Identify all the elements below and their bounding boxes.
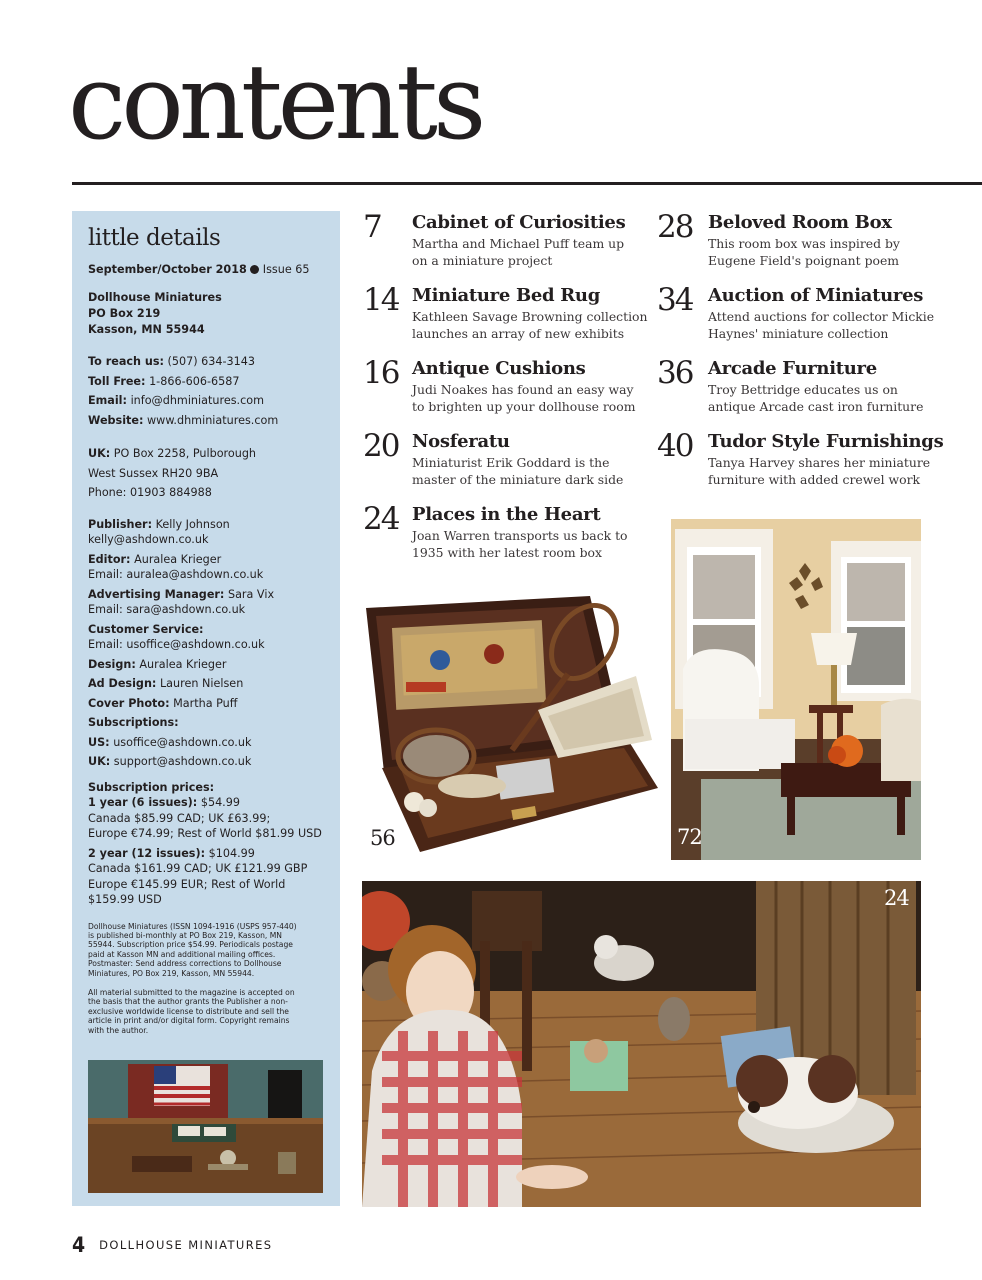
advertising-line: [88, 587, 326, 603]
credit-value: usoffice@ashdown.co.uk: [113, 735, 252, 749]
description-line: Attend auctions for collector Mickie: [708, 309, 935, 324]
description-line: Martha and Michael Puff team up: [412, 236, 625, 251]
description-line: launches an array of new exhibits: [412, 326, 625, 341]
contact-block: [88, 352, 326, 430]
article-title: Beloved Room Box: [708, 212, 892, 233]
description-line: Troy Bettridge educates us on: [708, 382, 898, 397]
living-room-photo[interactable]: [671, 519, 921, 860]
address-line: Dollhouse Miniatures: [88, 291, 222, 304]
credit-value: Martha Puff: [173, 696, 238, 710]
credit-value: Auralea Krieger: [139, 657, 227, 671]
credit-email: Email: usoffice@ashdown.co.uk: [88, 638, 265, 651]
credit-label: Publisher:: [88, 517, 153, 531]
article-page-number: 36: [657, 355, 693, 391]
legal-line: with the author.: [88, 1025, 149, 1035]
subscription-prices: [88, 780, 326, 908]
credit-label: Cover Photo:: [88, 696, 170, 710]
two-year-line: [88, 846, 326, 862]
publication-notice: [88, 922, 326, 978]
article-title: Tudor Style Furnishings: [708, 431, 944, 452]
little-details-sidebar: [72, 211, 340, 1206]
price-label: 1 year (6 issues):: [88, 796, 198, 809]
description-line: Kathleen Savage Browning collection: [412, 309, 648, 324]
page-footer: [72, 1233, 273, 1257]
article-item[interactable]: [657, 209, 947, 269]
contact-value: info@dhminiatures.com: [130, 394, 264, 407]
contact-label: To reach us:: [88, 355, 164, 368]
article-item[interactable]: [363, 209, 653, 269]
article-description: [412, 454, 653, 488]
description-line: Miniaturist Erik Goddard is the: [412, 455, 610, 470]
phone-line: [88, 352, 326, 372]
credit-label: Advertising Manager:: [88, 587, 225, 601]
uk-address-line: PO Box 2258, Pulborough: [113, 447, 257, 460]
credit-value: Auralea Krieger: [134, 552, 222, 566]
article-description: [412, 381, 653, 415]
article-title: Auction of Miniatures: [708, 285, 924, 306]
publisher-line: [88, 517, 326, 533]
article-page-number: 24: [363, 501, 399, 537]
credit-email: Email: sara@ashdown.co.uk: [88, 603, 246, 616]
credit-label: US:: [88, 735, 110, 749]
article-title: Nosferatu: [412, 431, 510, 452]
us-line: [88, 735, 326, 751]
girl-and-dog-photo[interactable]: [362, 881, 921, 1207]
contact-value: (507) 634-3143: [167, 355, 256, 368]
price-value: $104.99: [208, 846, 255, 860]
credit-value: Lauren Nielsen: [159, 677, 244, 690]
article-page-number: 7: [363, 209, 381, 245]
uk-support-line: [88, 754, 326, 770]
article-title: Cabinet of Curiosities: [412, 212, 626, 233]
email-line: [88, 391, 326, 411]
article-item[interactable]: [363, 428, 653, 488]
price-line: Canada $161.99 CAD; UK £121.99 GBP: [88, 862, 308, 875]
article-title: Miniature Bed Rug: [412, 285, 601, 306]
contact-value: 1-866-606-6587: [149, 374, 240, 388]
legal-line: article in print and/or digital form. Copyright remains: [88, 1016, 290, 1026]
uk-line: [88, 444, 326, 464]
legal-line: Dollhouse Miniatures (ISSN 1094-1916 (USPS 957-440): [88, 921, 297, 931]
article-item[interactable]: [363, 501, 653, 561]
contact-label: Email:: [88, 394, 127, 407]
issue-date: September/October 2018: [88, 263, 247, 276]
racket-box-photo[interactable]: [362, 590, 662, 862]
copyright-notice: [88, 988, 326, 1035]
uk-label: UK:: [88, 447, 111, 460]
photo-page-number: 72: [677, 825, 702, 849]
legal-line: All material submitted to the magazine is accepted on: [88, 987, 295, 997]
page-title: contents: [68, 41, 482, 163]
article-page-number: 20: [363, 428, 399, 464]
publisher-address: [88, 290, 326, 338]
uk-address-line: West Sussex RH20 9BA: [88, 466, 219, 480]
address-line: Kasson, MN 55944: [88, 323, 205, 336]
one-year-line: [88, 795, 326, 811]
website-line: [88, 411, 326, 431]
staff-credits: [88, 517, 326, 770]
article-description: [412, 308, 653, 342]
article-page-number: 40: [657, 428, 693, 464]
description-line: 1935 with her latest room box: [412, 545, 602, 560]
address-line: PO Box 219: [88, 307, 161, 320]
sidebar-heading: little details: [88, 225, 221, 251]
description-line: master of the miniature dark side: [412, 472, 624, 487]
girl-and-dog-illustration: [362, 881, 921, 1207]
credit-label: Design:: [88, 657, 136, 671]
magazine-name: DOLLHOUSE MINIATURES: [99, 1238, 273, 1252]
bullet-icon: [250, 265, 259, 274]
article-item[interactable]: [363, 282, 653, 342]
description-line: Judi Noakes has found an easy way: [412, 382, 634, 397]
uk-phone: Phone: 01903 884988: [88, 486, 212, 499]
article-title: Arcade Furniture: [708, 358, 877, 379]
description-line: on a miniature project: [412, 253, 553, 268]
desk-photo: [88, 1060, 323, 1193]
folio-page-number: 4: [72, 1233, 86, 1257]
description-line: to brighten up your dollhouse room: [412, 399, 636, 414]
price-line: $159.99 USD: [88, 893, 162, 906]
design-line: [88, 657, 326, 673]
price-value: $54.99: [200, 796, 240, 809]
description-line: Haynes' miniature collection: [708, 326, 889, 341]
article-page-number: 34: [657, 282, 693, 318]
legal-line: the basis that the author grants the Publisher a non-: [88, 997, 288, 1007]
article-description: [708, 235, 947, 269]
article-page-number: 28: [657, 209, 693, 245]
desk-illustration: [88, 1060, 323, 1193]
contact-label: Toll Free:: [88, 374, 146, 388]
title-rule: [72, 182, 982, 185]
credit-value: Sara Vix: [227, 587, 275, 601]
price-line: Europe €74.99; Rest of World $81.99 USD: [88, 827, 322, 840]
prices-heading: Subscription prices:: [88, 780, 215, 794]
credit-email: kelly@ashdown.co.uk: [88, 533, 209, 546]
description-line: Eugene Field's poignant poem: [708, 253, 900, 268]
credit-label: UK:: [88, 755, 111, 768]
credit-label: Customer Service:: [88, 622, 204, 636]
article-page-number: 16: [363, 355, 399, 391]
contact-label: Website:: [88, 413, 144, 427]
article-page-number: 14: [363, 282, 399, 318]
legal-line: Postmaster: Send address corrections to Dollhouse: [88, 959, 282, 969]
article-description: [708, 454, 947, 488]
article-item[interactable]: [363, 355, 653, 415]
credit-label: Subscriptions:: [88, 716, 179, 729]
photo-page-number: 24: [884, 886, 909, 910]
living-room-illustration: [671, 519, 921, 860]
photo-page-number: 56: [370, 826, 395, 850]
cover-photo-line: [88, 696, 326, 712]
credit-label: Editor:: [88, 552, 131, 566]
credit-value: support@ashdown.co.uk: [113, 755, 252, 768]
description-line: This room box was inspired by: [708, 236, 900, 251]
price-line: Canada $85.99 CAD; UK £63.99;: [88, 811, 271, 825]
racket-box-illustration: [362, 590, 662, 862]
contact-value: www.dhminiatures.com: [147, 413, 279, 427]
credit-email: Email: auralea@ashdown.co.uk: [88, 568, 264, 581]
editor-line: [88, 552, 326, 568]
article-item[interactable]: [657, 282, 947, 342]
description-line: Joan Warren transports us back to: [412, 528, 628, 543]
legal-line: Miniatures, PO Box 219, Kasson, MN 55944.: [88, 968, 255, 978]
article-description: [708, 381, 947, 415]
issue-line: [88, 263, 326, 276]
price-line: Europe €145.99 EUR; Rest of World: [88, 877, 286, 891]
credit-label: Ad Design:: [88, 677, 157, 690]
article-title: Places in the Heart: [412, 504, 601, 525]
description-line: Tanya Harvey shares her miniature: [708, 455, 931, 470]
article-title: Antique Cushions: [412, 358, 586, 379]
description-line: furniture with added crewel work: [708, 472, 921, 487]
description-line: antique Arcade cast iron furniture: [708, 399, 924, 414]
legal-line: is published bi-monthly at PO Box 219, Kasson, MN: [88, 930, 282, 940]
legal-line: paid at Kasson MN and additional mailing offices.: [88, 949, 276, 959]
article-item[interactable]: [657, 355, 947, 415]
legal-line: exclusive worldwide license to distribute and sell the: [88, 1006, 289, 1016]
article-description: [708, 308, 947, 342]
article-description: [412, 235, 653, 269]
uk-address-block: [88, 444, 326, 503]
article-item[interactable]: [657, 428, 947, 488]
credit-value: Kelly Johnson: [155, 517, 230, 531]
toll-free-line: [88, 372, 326, 392]
ad-design-line: [88, 676, 326, 692]
issue-number: Issue 65: [262, 263, 310, 276]
article-description: [412, 527, 653, 561]
legal-line: 55944. Subscription price $54.99. Periodicals postage: [88, 940, 293, 950]
price-label: 2 year (12 issues):: [88, 846, 206, 860]
